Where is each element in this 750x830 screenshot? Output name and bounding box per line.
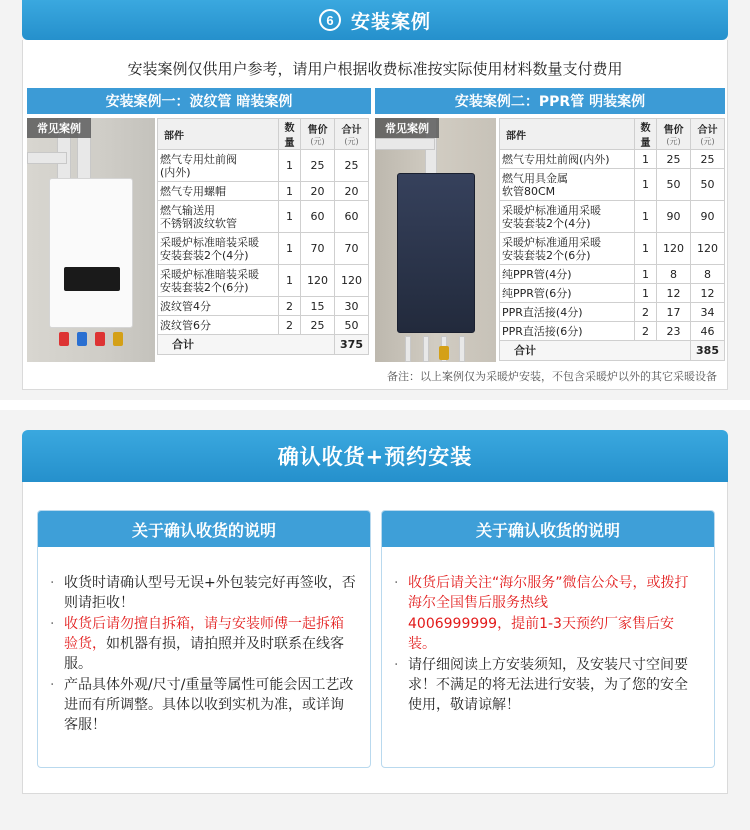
total-cell: 46	[691, 322, 725, 341]
total-value: 375	[335, 335, 369, 355]
table-row	[500, 322, 725, 341]
total-cell: 25	[691, 150, 725, 169]
qty-cell: 1	[635, 233, 657, 265]
price-cell: 70	[301, 233, 335, 265]
notice-item: · 收货后请勿擅自拆箱，请与安装师傅一起拆箱验货，如机器有损，请拍照并及时联系在线客服。	[50, 616, 344, 672]
part-name-cell: 波纹管4分	[158, 297, 279, 316]
case-b-title: 安装案例二：PPR管 明装案例	[375, 88, 725, 114]
part-name-cell: 采暖炉标准暗装采暖 安装套装2个(4分)	[158, 233, 279, 265]
footnote: 备注：以上案例仅为采暖炉安装，不包含采暖炉以外的其它采暖设备	[387, 370, 717, 383]
notice-item: · 请仔细阅读上方安装须知，及安装尺寸空间要求！不满足的将无法进行安装，为了您的安全使用，敬请谅解！	[394, 657, 688, 713]
price-cell: 20	[301, 182, 335, 201]
table-row	[158, 297, 369, 316]
part-name-cell: 采暖炉标准暗装采暖 安装套装2个(6分)	[158, 265, 279, 297]
valve-graphic	[113, 332, 123, 346]
price-cell: 120	[301, 265, 335, 297]
bullet-icon: ·	[394, 657, 399, 673]
section-header: 确认收货+预约安装	[22, 430, 728, 482]
table-row	[500, 201, 725, 233]
panel-title: 关于确认收货的说明	[382, 511, 714, 547]
bullet-icon: ·	[50, 575, 55, 591]
qty-cell: 1	[635, 150, 657, 169]
price-cell: 25	[301, 150, 335, 182]
photo-tag: 常见案例	[375, 118, 439, 138]
table-total-row	[500, 341, 725, 361]
col-header-part: 部件	[500, 119, 635, 150]
total-cell: 120	[691, 233, 725, 265]
qty-cell: 1	[635, 284, 657, 303]
col-header-qty: 数量	[279, 119, 301, 150]
table-row	[500, 233, 725, 265]
part-name-cell: 燃气输送用 不锈钢波纹软管	[158, 201, 279, 233]
delivery-install-card	[22, 482, 728, 794]
part-name-cell: 燃气用具金属 软管80CM	[500, 169, 635, 201]
part-name-cell: PPR直活接(6分)	[500, 322, 635, 341]
price-cell: 90	[657, 201, 691, 233]
price-cell: 50	[657, 169, 691, 201]
price-cell: 60	[301, 201, 335, 233]
notice-item	[394, 614, 700, 654]
qty-cell: 2	[635, 303, 657, 322]
total-cell: 20	[335, 182, 369, 201]
bullet-icon: ·	[50, 616, 55, 632]
col-header-total: 合计(元)	[691, 119, 725, 150]
part-name-cell: 燃气专用螺帽	[158, 182, 279, 201]
table-row	[158, 150, 369, 182]
qty-cell: 1	[635, 169, 657, 201]
price-cell: 15	[301, 297, 335, 316]
col-header-price: 售价(元)	[657, 119, 691, 150]
part-name-cell: 燃气专用灶前阀(内外)	[500, 150, 635, 169]
pipe-graphic	[459, 336, 465, 362]
photo-tag: 常见案例	[27, 118, 91, 138]
hotline-text: 4006999999，提前1-3天预约厂家售后安装。	[408, 616, 674, 652]
case-a-photo	[27, 118, 155, 362]
total-value: 385	[691, 341, 725, 361]
table-row	[500, 265, 725, 284]
qty-cell: 1	[279, 150, 301, 182]
section-number-badge: 6	[319, 9, 341, 31]
table-row	[500, 150, 725, 169]
notice-item: · 产品具体外观/尺寸/重量等属性可能会因工艺改进而有所调整。具体以收到实机为准，或详询客服！	[50, 677, 354, 733]
table-row	[158, 265, 369, 297]
pipe-graphic	[375, 138, 435, 150]
qty-cell: 1	[279, 182, 301, 201]
pricing-note: 安装案例仅供用户参考，请用户根据收费标准按实际使用材料数量支付费用	[127, 60, 623, 78]
notice-item: · 收货后请关注“海尔服务”微信公众号，或拨打海尔全国售后服务热线	[394, 575, 689, 611]
price-cell: 120	[657, 233, 691, 265]
valve-graphic	[77, 332, 87, 346]
part-name-cell: 燃气专用灶前阀 (内外)	[158, 150, 279, 182]
qty-cell: 2	[635, 322, 657, 341]
bullet-icon: ·	[394, 575, 399, 591]
table-row	[158, 201, 369, 233]
pipe-graphic	[423, 336, 429, 362]
total-cell: 30	[335, 297, 369, 316]
receipt-notice-panel-right	[381, 510, 715, 768]
total-cell: 50	[335, 316, 369, 335]
total-cell: 70	[335, 233, 369, 265]
panel-title: 关于确认收货的说明	[38, 511, 370, 547]
total-cell: 8	[691, 265, 725, 284]
qty-cell: 1	[279, 201, 301, 233]
col-header-part: 部件	[158, 119, 279, 150]
col-header-price: 售价(元)	[301, 119, 335, 150]
valve-graphic	[59, 332, 69, 346]
price-cell: 12	[657, 284, 691, 303]
installation-cases-section	[0, 0, 750, 400]
notice-item: · 收货时请确认型号无误+外包装完好再签收，否则请拒收！	[50, 575, 356, 611]
white-boiler-graphic	[49, 178, 133, 328]
table-row	[158, 182, 369, 201]
total-cell: 50	[691, 169, 725, 201]
total-cell: 34	[691, 303, 725, 322]
receipt-notice-panel-left	[37, 510, 371, 768]
pipe-graphic	[405, 336, 411, 362]
price-cell: 17	[657, 303, 691, 322]
bullet-icon: ·	[50, 677, 55, 693]
table-row	[500, 303, 725, 322]
pipe-graphic	[27, 152, 67, 164]
case-a-title: 安装案例一：波纹管 暗装案例	[27, 88, 371, 114]
boiler-display-graphic	[64, 267, 120, 291]
case-b-photo	[375, 118, 496, 362]
case-b-price-table	[499, 118, 725, 361]
part-name-cell: 采暖炉标准通用采暖 安装套装2个(4分)	[500, 201, 635, 233]
price-cell: 8	[657, 265, 691, 284]
total-cell: 60	[335, 201, 369, 233]
table-row	[158, 233, 369, 265]
total-cell: 12	[691, 284, 725, 303]
part-name-cell: 波纹管6分	[158, 316, 279, 335]
warning-text: 收货后请勿擅自拆箱，请与安装师傅一起拆箱验货，	[64, 616, 344, 652]
price-cell: 25	[657, 150, 691, 169]
installation-cases-card	[22, 40, 728, 390]
qty-cell: 1	[635, 201, 657, 233]
case-a-price-table	[157, 118, 369, 355]
col-header-qty: 数量	[635, 119, 657, 150]
section-title: 安装案例	[350, 10, 431, 33]
dark-boiler-graphic	[397, 173, 475, 333]
delivery-install-section	[0, 410, 750, 830]
total-cell: 25	[335, 150, 369, 182]
table-total-row	[158, 335, 369, 355]
table-row	[500, 284, 725, 303]
qty-cell: 1	[279, 265, 301, 297]
price-cell: 23	[657, 322, 691, 341]
part-name-cell: PPR直活接(4分)	[500, 303, 635, 322]
total-label: 合计	[158, 335, 335, 355]
section-header	[22, 0, 728, 40]
part-name-cell: 纯PPR管(4分)	[500, 265, 635, 284]
total-cell: 120	[335, 265, 369, 297]
col-header-total: 合计(元)	[335, 119, 369, 150]
qty-cell: 2	[279, 316, 301, 335]
qty-cell: 2	[279, 297, 301, 316]
bullet-icon	[394, 614, 408, 654]
table-row	[158, 316, 369, 335]
valve-graphic	[439, 346, 449, 360]
part-name-cell: 采暖炉标准通用采暖 安装套装2个(6分)	[500, 233, 635, 265]
total-cell: 90	[691, 201, 725, 233]
part-name-cell: 纯PPR管(6分)	[500, 284, 635, 303]
valve-graphic	[95, 332, 105, 346]
total-label: 合计	[500, 341, 691, 361]
qty-cell: 1	[635, 265, 657, 284]
qty-cell: 1	[279, 233, 301, 265]
price-cell: 25	[301, 316, 335, 335]
table-row	[500, 169, 725, 201]
